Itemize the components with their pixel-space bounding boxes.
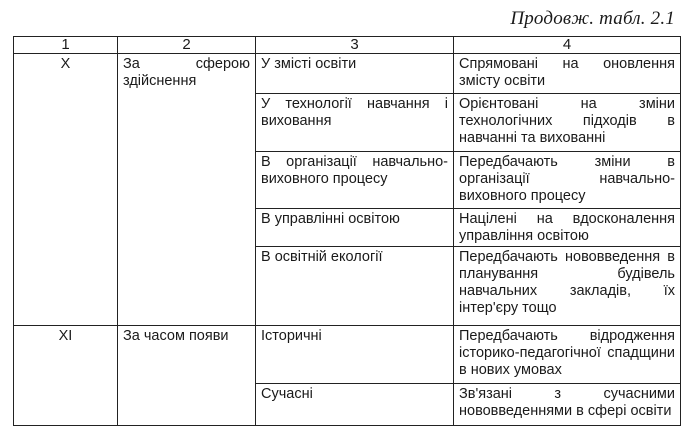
table-row xyxy=(14,326,681,384)
group-number: XI xyxy=(14,326,118,426)
table-row xyxy=(14,54,681,94)
innovation-description: Передбачають зміни в організації навчально-виховного процесу xyxy=(454,152,681,209)
header-row xyxy=(14,37,681,54)
innovation-type: Сучасні xyxy=(256,384,454,426)
innovation-description: Зв'язані з сучасними нововведеннями в сфері освіти xyxy=(454,384,681,426)
table-caption: Продовж. табл. 2.1 xyxy=(510,8,675,29)
header-col-3: 3 xyxy=(256,37,454,54)
group-criterion: За часом появи xyxy=(118,326,256,426)
group-number: X xyxy=(14,54,118,326)
innovation-description: Передбачають нововведення в планування будівель навчальних закладів, їх інтер'єру тощо xyxy=(454,247,681,326)
innovation-type: У технології навчання і виховання xyxy=(256,94,454,152)
innovations-table xyxy=(13,36,681,426)
innovation-description: Передбачають відродження історико-педагогічної спадщини в нових умовах xyxy=(454,326,681,384)
innovation-type: В освітній екології xyxy=(256,247,454,326)
header-col-4: 4 xyxy=(454,37,681,54)
innovation-description: Орієнтовані на зміни технологічних підходів в навчанні та вихованні xyxy=(454,94,681,152)
innovation-type: В організації навчально-виховного процесу xyxy=(256,152,454,209)
group-criterion: За сферою здійснення xyxy=(118,54,256,326)
header-col-2: 2 xyxy=(118,37,256,54)
header-col-1: 1 xyxy=(14,37,118,54)
innovation-description: Націлені на вдосконалення управління освітою xyxy=(454,209,681,247)
innovation-description: Спрямовані на оновлення змісту освіти xyxy=(454,54,681,94)
innovation-type: В управлінні освітою xyxy=(256,209,454,247)
innovation-type: Історичні xyxy=(256,326,454,384)
innovation-type: У змісті освіти xyxy=(256,54,454,94)
